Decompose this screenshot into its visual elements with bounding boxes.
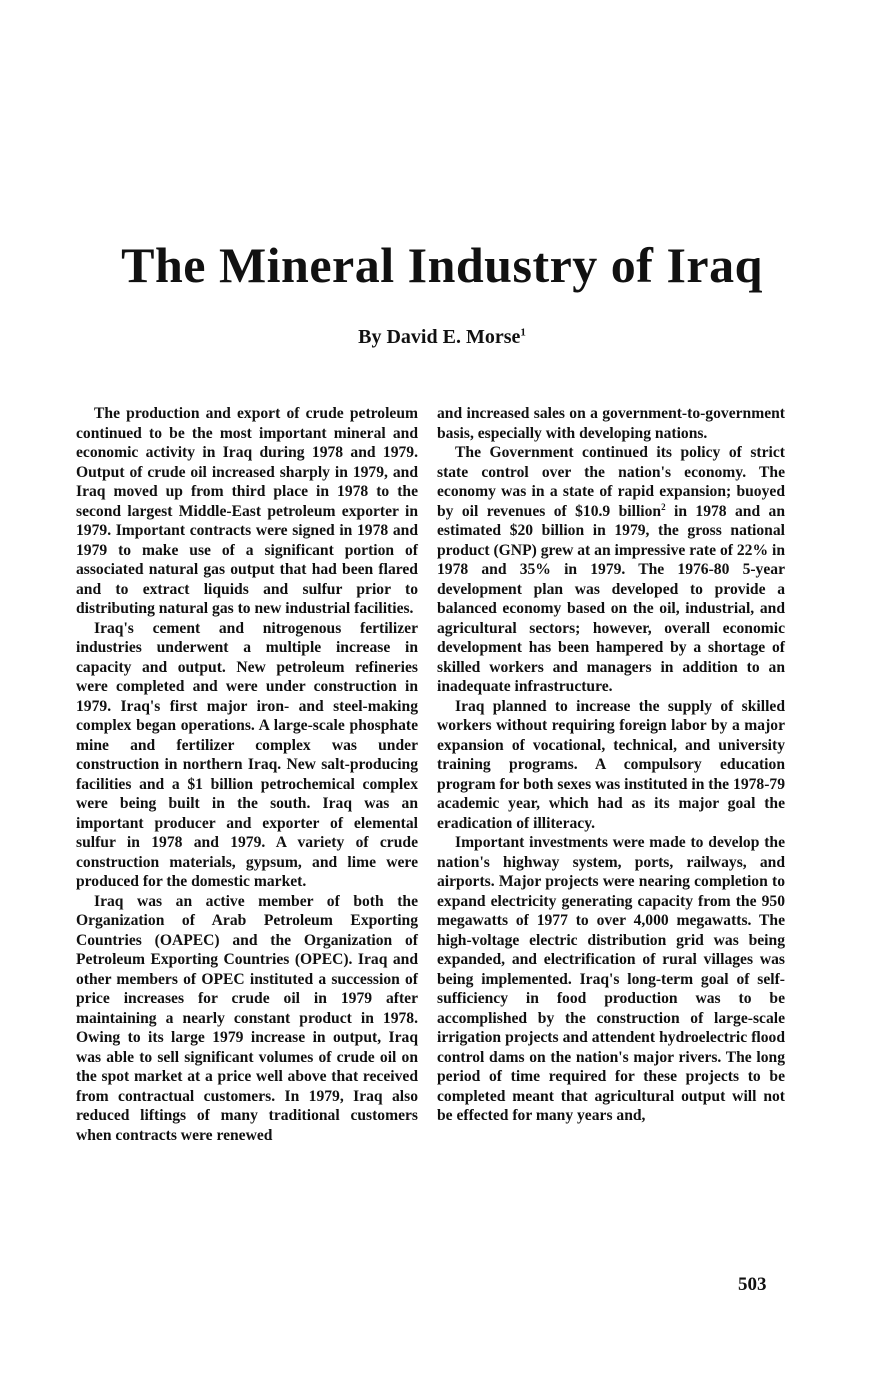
paragraph-crude-petroleum: The production and export of crude petroleum continued to be the most important mineral and economic activity in Iraq during 1978 and 1979. Output of crude oil increased sharply in 1979, and Iraq moved up from third place in 1978 to the second largest Middle-East petroleum exporter in 1979. Important contracts were signed in 1978 and 1979 to make use of a significant portion of associated natural gas output that had been flared and to extract liquids and sulfur prior to distributing natural gas to new industrial facilities. (76, 405, 418, 617)
author-byline (0, 326, 884, 349)
paragraph-cement-fertilizer: Iraq's cement and nitrogenous fertilizer industries underwent a multiple increase in capacity and output. New petroleum refineries were completed and were under construction in 1979. Iraq's first major iron- and steel-making complex began operations. A large-scale phosphate mine and fertilizer complex was under construction in northern Iraq. New salt-producing facilities and a $1 billion petrochemical complex were being built in the south. Iraq was an important producer and exporter of elemental sulfur in 1978 and 1979. A variety of crude construction materials, gypsum, and lime were produced for the domestic market. (76, 619, 418, 890)
paragraph-government-economy (437, 443, 785, 697)
footnote-marker: 1 (520, 326, 526, 339)
right-column (437, 404, 785, 1126)
paragraph-infrastructure: Important investments were made to develop the nation's highway system, ports, railways, and airports. Major projects were nearing completion to expand electricity generating capacity from the 950 megawatts of 1977 to over 4,000 megawatts. The high-voltage electric distribution grid was being expanded, and electrification of rural villages was being implemented. Iraq's long-term goal of self-sufficiency in food production was to be accomplished by the construction of large-scale irrigation projects and attendent hydroelectric flood control dams on the nation's major rivers. The long period of time required for these projects to be completed meant that agricultural output will not be effected for many years and, (437, 834, 785, 1124)
paragraph-continued-sales: and increased sales on a government-to-government basis, especially with developing nations. (437, 405, 785, 442)
author-name: By David E. Morse (358, 326, 521, 348)
left-column (76, 404, 418, 1145)
footnote-marker: 2 (661, 501, 666, 512)
paragraph-opec-membership: Iraq was an active member of both the Organization of Arab Petroleum Exporting Countries (OAPEC) and the Organization of Petroleum Exporting Countries (OPEC). Iraq and other members of OPEC instituted a succession of price increases for crude oil in 1979 after maintaining a nearly constant product in 1978. Owing to its large 1979 increase in output, Iraq was able to sell significant volumes of crude oil on the spot market at a price well above that received from contractual customers. In 1979, Iraq also reduced liftings of many traditional customers when contracts were renewed (76, 892, 418, 1144)
paragraph-skilled-workers: Iraq planned to increase the supply of skilled workers without requiring foreign labor by a major expansion of vocational, technical, and university training programs. A compulsory education program for both sexes was instituted in the 1978-79 academic year, which had as its major goal the eradication of illiteracy. (437, 697, 785, 832)
page-number: 503 (738, 1274, 767, 1295)
document-title: The Mineral Industry of Iraq (121, 237, 763, 293)
economy-text-end: in 1978 and an estimated $20 billion in 1979, the gross national product (GNP) grew at an impressive rate of 22% in 1978 and 35% in 1979. The 1976-80 5-year development plan was developed to provide a balanced economy based on the oil, industrial, and agricultural sectors; however, overall economic development has been hampered by a shortage of skilled workers and managers in addition to an inadequate infrastructure. (437, 502, 785, 695)
economy-text-start: The Government continued its policy of strict state control over the nation's economy. The economy was in a state of rapid expansion; buoyed by oil revenues of $10.9 billion (437, 444, 785, 520)
